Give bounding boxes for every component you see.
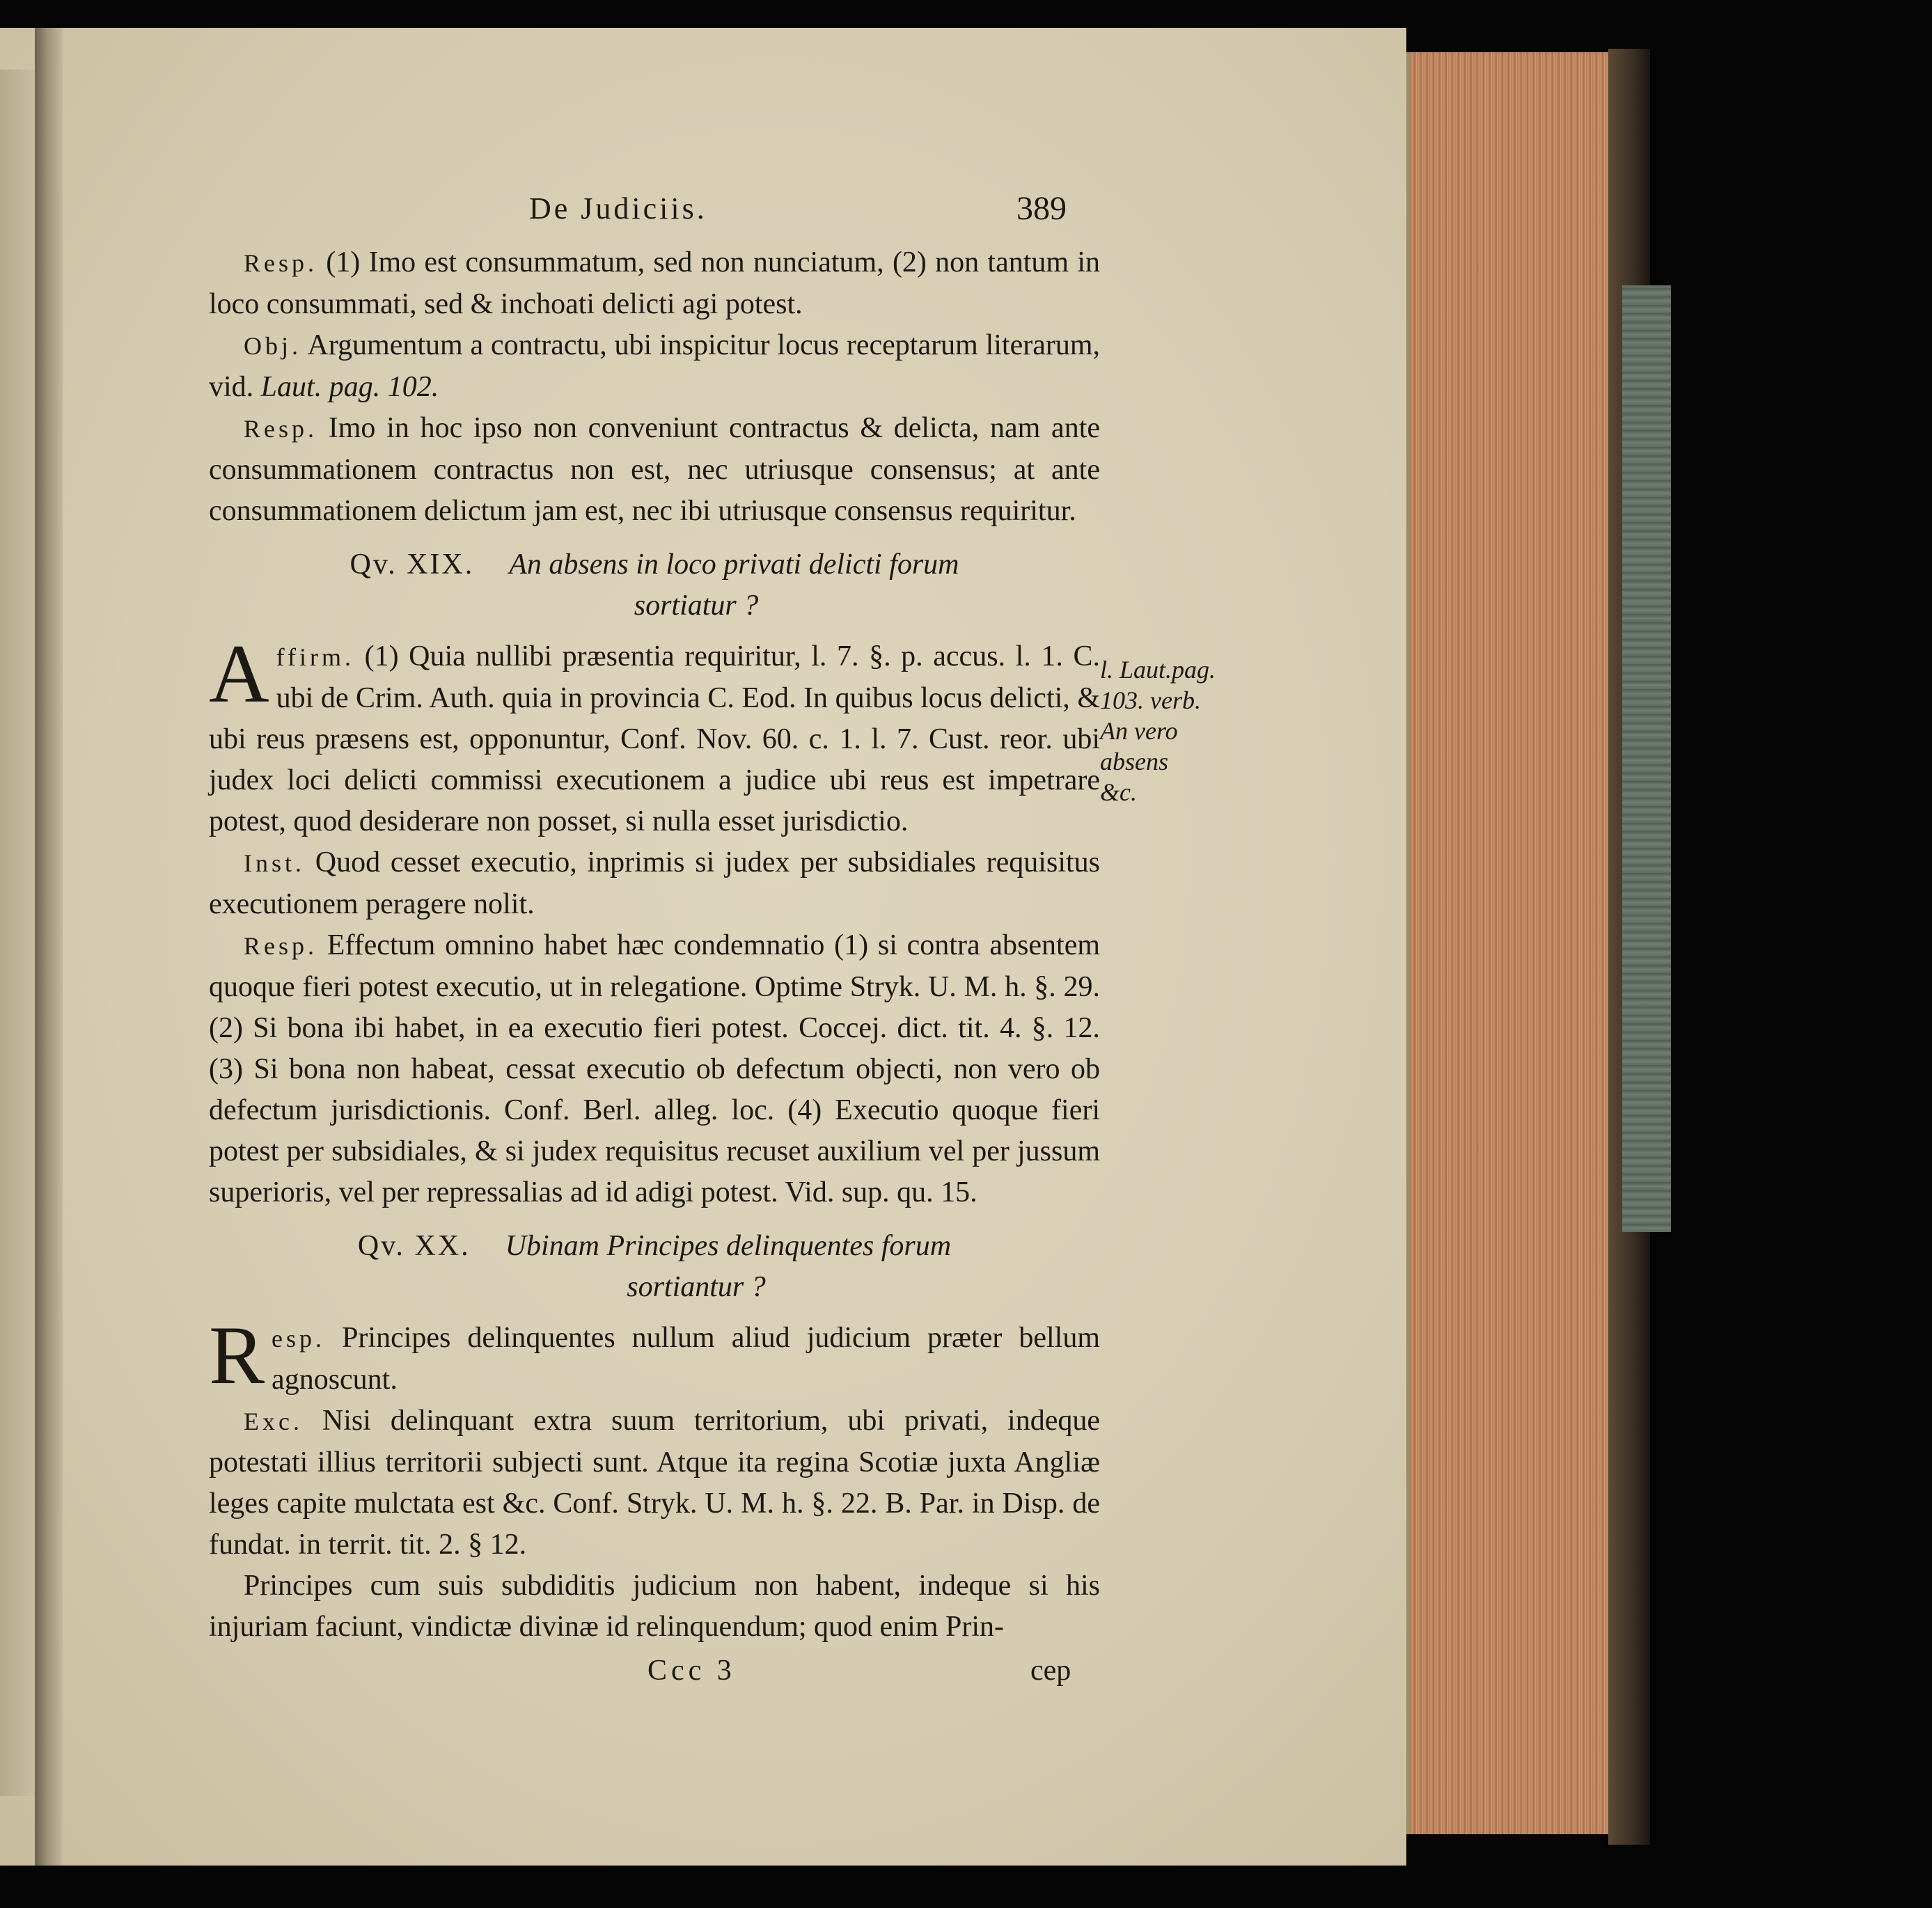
page-footer [209,1650,1100,1692]
book-gutter [35,28,63,1866]
question-19-heading: Qv. XIX. An absens in loco privati delicti forum sortiatur ? [350,549,959,622]
drop-cap-r: R [209,1309,265,1401]
paragraph-affirm: Affirm. (1) Quia nullibi præsentia requiritur, l. 7. §. p. accus. l. 1. C. ubi de Crim. Auth. quia in provincia C. Eod. In quibus locus delicti, & ubi reus præsens est, opponuntur, Conf. Nov. 60. c. 1. l. 7. Cust. reor. ubi judex loci delicti commissi executionem a judice ubi reus est impetrare potest, quod desiderare non posset, si nulla esset jurisdictio. [209,627,1100,837]
margin-note: &c. [1100,778,1137,806]
signature-mark: Ccc 3 [647,1655,736,1687]
page-header [209,188,1100,242]
page-edges [1406,52,1612,1834]
drop-cap-a: A [209,627,269,720]
margin-note: l. Laut.pag. [1100,656,1216,684]
paragraph-principes: Principes cum suis subdiditis judicium non habent, indeque si his injuriam faciunt, vindictæ divinæ id relinquendum; quod enim Prin- [209,1570,1100,1643]
cover-marbling [1622,285,1671,1232]
page-number: 389 [1016,190,1067,227]
margin-note: An vero [1100,717,1178,745]
paragraph-resp-1: Resp. (1) Imo est consummatum, sed non nunciatum, (2) non tantum in loco consummati, sed & inchoati delicti agi potest. [209,246,1101,320]
paragraph-obj: Obj. Argumentum a contractu, ubi inspicitur locus receptarum literarum, vid. Laut. pag. 102. [209,329,1100,403]
margin-note: 103. verb. [1100,686,1201,714]
paragraph-resp-2: Resp. Imo in hoc ipso non conveniunt contractus & delicta, nam ante consummationem contractus non est, nec utriusque consensus; at ante consummationem delictum jam est, nec ibi utriusque consensus requiritur. [209,412,1101,527]
catchword: cep [1030,1655,1071,1687]
paragraph-resp-3: Resp. Effectum omnino habet hæc condemnatio (1) si contra absentem quoque fieri potest executio, ut in relegatione. Optime Stryk. U. M. h. §. 29. (2) Si bona ibi habet, in ea executio fieri potest. Coccej. dict. tit. 4. §. 12. (3) Si bona non habeat, cessat executio ob defectum objecti, non vero ob defectum jurisdictionis. Conf. Berl. alleg. loc. (4) Executio quoque fieri potest per subsidiales, & si judex requisitus recuset auxilium vel per jussum superioris, vel per repressalias ad id adigi potest. Vid. sup. qu. 15. [209,929,1101,1208]
question-20-heading: Qv. XX. Ubinam Principes delinquentes forum sortiantur ? [357,1230,952,1303]
page-content [209,188,1100,1692]
margin-note: absens [1100,748,1168,775]
paragraph-inst: Inst. Quod cesset executio, inprimis si judex per subsidiales requisitus executionem peragere nolit. [209,846,1101,920]
running-title: De Judiciis. [529,191,707,226]
paragraph-resp-principes: Resp. Principes delinquentes nullum aliud judicium præter bellum agnoscunt. [209,1309,1100,1401]
paragraph-exc: Exc. Nisi delinquant extra suum territorium, ubi privati, indeque potestati illius territorii subjecti sunt. Atque ita regina Scotiæ juxta Angliæ leges capite mulctata est &c. Conf. Stryk. U. M. h. §. 22. B. Par. in Disp. de fundat. in territ. tit. 2. § 12. [209,1405,1100,1561]
margin-notes [1100,654,1239,807]
